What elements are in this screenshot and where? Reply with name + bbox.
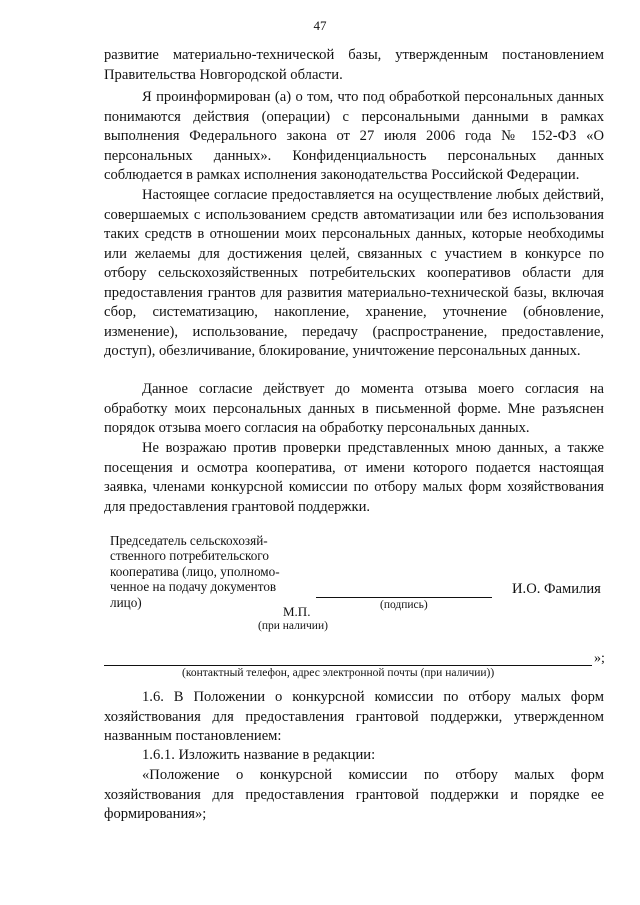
paragraph-new-title: «Положение о конкурсной комиссии по отбору малых форм хозяйствования для предоставления грантовой поддержки и порядке ее формирования»; [104,767,604,822]
paragraph-section-1-6-1: 1.6.1. Изложить название в редакции: [142,747,376,763]
contact-line-end: »; [594,651,605,666]
signature-line [316,597,492,598]
page-number: 47 [313,18,327,33]
signatory-label: Председатель сельскохозяй-ственного потребительского кооператива (лицо, уполномо-ченное на подачу документов лицо) [110,533,280,610]
paragraph-personal-data-info: Я проинформирован (а) о том, что под обработкой персональных данных понимаются действия (операции) с персональными данными в рамках выполнения Федерального закона от 27 июля 2006 года № 152-ФЗ «О персональных данных». Конфиденциальность персональных данных соблюдается в рамках исполнения законодательства Российской Федерации. [104,89,604,183]
signatory-name: И.О. Фамилия [512,581,601,597]
stamp-note: (при наличии) [258,620,328,632]
signature-caption: (подпись) [380,599,428,611]
stamp-label: М.П. [283,604,311,619]
contact-caption: (контактный телефон, адрес электронной почты (при наличии)) [182,667,495,679]
paragraph-consent-scope: Настоящее согласие предоставляется на осуществление любых действий, совершаемых с использованием средств автоматизации или без использования таких средств в отношении моих персональных данных, которые необходимы или желаемы для достижения целей, связанных с участием в конкурсе по отбору сельскохозяйственных потребительских кооперативов области для предоставления грантов для развития материально-технической базы, включая сбор, систематизацию, накопление, хранение, уточнение (обновление, изменение), использование, передачу (распространение, предоставление, доступ), обезличивание, блокирование, уничтожение персональных данных. [104,187,604,359]
contact-line [104,665,592,666]
paragraph-consent-validity: Данное согласие действует до момента отзыва моего согласия на обработку моих персональных данных в письменной форме. Мне разъяснен порядок отзыва моего согласия на обработку персональных данных. [104,381,604,436]
paragraph-verification-consent: Не возражаю против проверки представленных мною данных, а также посещения и осмотра кооператива, от имени которого подается настоящая заявка, членами конкурсной комиссии по отбору малых форм хозяйствования для предоставления грантовой поддержки. [104,440,604,515]
paragraph-section-1-6: 1.6. В Положении о конкурсной комиссии по отбору малых форм хозяйствования для предоставления грантовой поддержки, утвержденном названным постановлением: [104,689,604,744]
paragraph-continuation: развитие материально-технической базы, утвержденным постановлением Правительства Новгородской области. [104,47,604,83]
